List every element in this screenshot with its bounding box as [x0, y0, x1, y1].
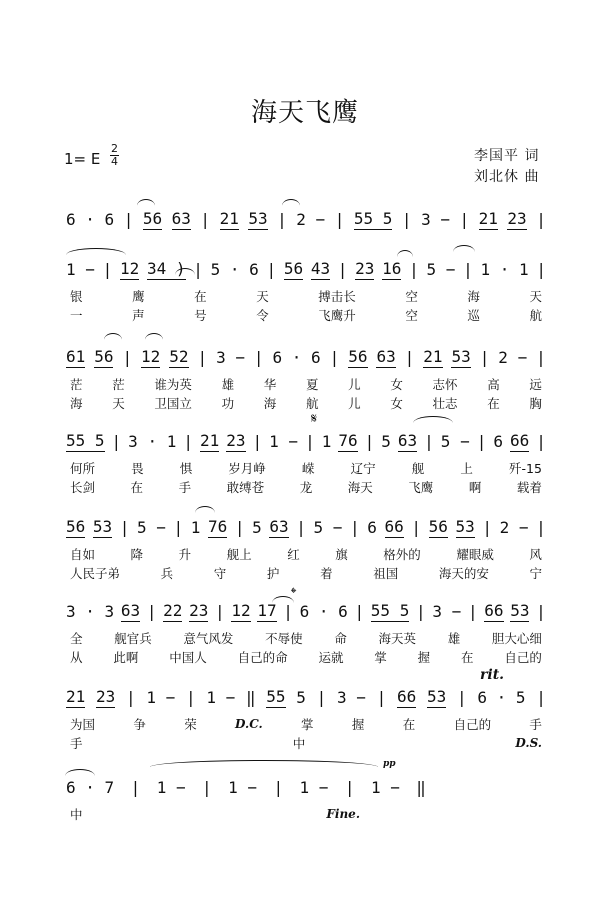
lyric-word: 壮志: [432, 395, 458, 411]
barline: |: [416, 601, 426, 621]
lyric-word: 海: [70, 395, 83, 411]
coda-sign: 𝄌: [291, 584, 297, 602]
barline: |: [119, 517, 130, 537]
barline: |: [316, 687, 327, 707]
note-group: 1 −: [156, 777, 186, 797]
tie-slur: [175, 268, 195, 275]
tie-slur: [397, 250, 413, 257]
lyric-word: 高: [487, 376, 500, 392]
note-group: 3 −: [337, 687, 366, 707]
note-group: 63: [397, 430, 418, 450]
lyric-word: 在: [487, 395, 500, 411]
barline: |: [215, 601, 225, 621]
lyric-word: 长剑: [70, 479, 96, 495]
lyric-word: 中国人: [169, 649, 207, 665]
tie-slur: [150, 760, 378, 767]
tie-slur: [453, 245, 475, 252]
lyric-word: 守: [213, 565, 227, 581]
lyric-word: 天: [112, 395, 125, 411]
pp-mark: pp: [383, 759, 396, 769]
lyric-word: 从: [70, 649, 83, 665]
notation-line: [66, 600, 546, 622]
note-group: 66: [484, 600, 504, 620]
barline: |: [200, 209, 211, 229]
lyric-word: 意气风发: [183, 630, 234, 646]
lyric-word: 飞鹰升: [318, 307, 356, 323]
note-group: 76: [208, 516, 228, 536]
barline: |: [277, 209, 287, 229]
note-group: 56: [283, 258, 304, 278]
lyric-word: 夏: [305, 376, 319, 392]
lyric-word: 手: [529, 716, 542, 732]
barline: |: [467, 601, 478, 621]
notation-line: [66, 516, 546, 538]
note-group: 43: [310, 258, 331, 278]
barline: |: [146, 601, 157, 621]
lyric-word: 护: [266, 565, 280, 581]
barline: |: [376, 687, 387, 707]
barline: |: [102, 259, 113, 279]
lyric-word: 天: [256, 288, 269, 304]
barline: |: [183, 431, 193, 451]
note-group: 3 −: [421, 209, 450, 229]
barline: ‖: [416, 777, 426, 797]
barline: |: [354, 601, 365, 621]
lyric-line: [66, 628, 546, 647]
staff-row: [66, 346, 546, 412]
barline: |: [536, 209, 546, 229]
rit-mark: rit.: [480, 667, 505, 683]
lyric-word: 海天: [347, 479, 373, 495]
notation-line: [66, 208, 546, 230]
lyric-word: 掌: [301, 716, 314, 732]
note-group: 5: [381, 431, 391, 451]
lyric-word: 海天的安: [438, 565, 489, 581]
lyric-word: 飞鹰: [408, 479, 434, 495]
tie-slur: [137, 199, 155, 206]
note-group: 21: [66, 686, 86, 706]
lyric-word: 儿: [348, 376, 361, 392]
lyric-word: 升: [178, 546, 192, 562]
lyric-line: [66, 477, 546, 496]
note-group: 61: [66, 346, 86, 366]
note-group: 22: [163, 600, 183, 620]
composer-credit: 刘北休 曲: [474, 169, 540, 185]
lyric-word: 天: [529, 288, 542, 304]
barline: |: [234, 517, 245, 537]
barline: |: [185, 687, 196, 707]
lyric-word: 胆大心细: [491, 630, 542, 646]
barline: |: [536, 347, 546, 367]
barline: |: [404, 347, 415, 367]
barline: |: [409, 259, 419, 279]
note-group: 23: [226, 430, 246, 450]
note-group: 53: [426, 686, 447, 706]
lyric-word: 宁: [529, 565, 542, 581]
note-group: 55 5: [353, 208, 393, 228]
lyric-word: 不辱使: [265, 630, 303, 646]
key-signature: 1= E: [64, 150, 101, 168]
barline: |: [476, 431, 487, 451]
note-group: 56: [66, 516, 86, 536]
lyric-word: 茫: [70, 376, 83, 392]
barline: |: [364, 431, 375, 451]
note-group: 1: [321, 431, 332, 451]
lyric-word: 一: [70, 307, 83, 323]
lyric-word: 运就: [318, 649, 344, 665]
barline: |: [337, 259, 348, 279]
time-signature: [110, 143, 119, 168]
note-group: 63: [376, 346, 396, 366]
barline: |: [173, 517, 184, 537]
lyric-word: 岁月峥: [228, 460, 266, 476]
note-group: 53: [92, 516, 113, 536]
lyric-word: 航: [529, 307, 542, 323]
note-group: 6 · 7: [66, 777, 115, 797]
lyric-word: 海天英: [378, 630, 417, 646]
lyric-word: 舰上: [226, 546, 252, 562]
note-group: 6 · 6: [299, 601, 348, 621]
lyric-word: 旗: [335, 546, 348, 562]
lyric-word: 辽宁: [350, 460, 376, 476]
note-group: 6 · 5: [477, 687, 526, 707]
note-group: 21: [219, 208, 239, 228]
lyric-line: [66, 563, 546, 582]
note-group: 56: [428, 516, 448, 536]
note-group: 21: [199, 430, 220, 450]
lyric-line: [66, 374, 546, 393]
notation-line: [66, 258, 546, 280]
lyric-word: 在: [130, 479, 144, 495]
note-group: 5 −: [313, 517, 343, 537]
note-group: 52: [169, 346, 189, 366]
note-group: 55: [266, 686, 286, 706]
lyric-word: 自己的: [453, 716, 492, 732]
lyric-word: 何所: [70, 460, 96, 476]
barline: |: [459, 209, 470, 229]
note-group: 1 −: [206, 687, 236, 707]
lyric-word: 空: [405, 288, 418, 304]
lyric-word: 雄: [221, 376, 235, 392]
lyric-word: 上: [460, 460, 473, 476]
lyric-word: 搏击长: [318, 288, 356, 304]
lyric-line: [66, 714, 546, 733]
note-group: 21: [478, 208, 498, 228]
note-group: 2 −: [498, 347, 528, 367]
barline: |: [125, 687, 136, 707]
lyric-word: 卫国立: [154, 395, 192, 411]
barline: |: [305, 431, 315, 451]
lyric-word: 敢缚苍: [226, 479, 265, 495]
staff-row: [66, 258, 546, 324]
lyric-word: 海: [263, 395, 277, 411]
note-group: 56: [142, 208, 163, 228]
time-bottom: 4: [111, 155, 118, 168]
lyric-word: 着: [320, 565, 333, 581]
barline: |: [123, 209, 134, 229]
tie-slur: [65, 769, 95, 776]
note-group: 6 · 6: [66, 209, 115, 229]
lyric-word: 格外的: [383, 546, 421, 562]
note-group: 3 −: [432, 601, 462, 621]
lyric-word: 载着: [516, 479, 542, 495]
barline: |: [424, 431, 434, 451]
time-top: 2: [111, 142, 118, 155]
tie-slur: [272, 596, 294, 603]
barline: ‖: [245, 687, 256, 707]
barline: |: [536, 601, 546, 621]
tie-slur: [282, 199, 300, 206]
note-group: 5 −: [440, 431, 470, 451]
barline: |: [197, 347, 208, 367]
lyric-word: 志怀: [432, 376, 458, 392]
barline: |: [334, 209, 345, 229]
barline: |: [253, 347, 264, 367]
lyric-word: 风: [529, 546, 542, 562]
barline: |: [463, 259, 473, 279]
staff-row: [66, 208, 546, 230]
barline: |: [130, 777, 141, 797]
note-group: 34 ): [146, 258, 186, 278]
barline: |: [479, 347, 490, 367]
lyric-word: 自己的命: [237, 649, 288, 665]
barline: |: [202, 777, 212, 797]
note-group: 23: [189, 600, 209, 620]
lyric-word: 舰官兵: [114, 630, 152, 646]
barline: |: [283, 601, 293, 621]
lyric-word: 手: [178, 479, 192, 495]
lyricist-credit: 李国平 词: [474, 148, 540, 164]
note-group: 66: [509, 430, 530, 450]
lyric-line: [66, 286, 546, 305]
note-group: 3 · 1: [128, 431, 177, 451]
note-group: 53: [451, 346, 471, 366]
staff-row: [66, 686, 546, 752]
lyric-word: 华: [263, 376, 277, 392]
barline: |: [329, 347, 340, 367]
note-group: 66: [384, 516, 404, 536]
lyric-word: 兵: [160, 565, 174, 581]
lyric-line: [66, 733, 546, 752]
barline: |: [536, 687, 546, 707]
note-group: 66: [396, 686, 417, 706]
staff-row: [66, 430, 546, 496]
note-group: 1 −: [146, 687, 176, 707]
barline: |: [296, 517, 306, 537]
note-group: 6: [493, 431, 503, 451]
note-group: 3 −: [216, 347, 245, 367]
barline: |: [344, 777, 355, 797]
tie-slur: [413, 416, 453, 423]
lyric-word: 鹰: [132, 288, 145, 304]
lyric-word: 谁为英: [154, 376, 192, 392]
lyric-word: 啊: [468, 479, 482, 495]
note-group: 12: [231, 600, 251, 620]
lyric-word: 声: [132, 307, 145, 323]
note-group: 63: [171, 208, 191, 228]
note-group: 21: [423, 346, 443, 366]
lyric-word: 降: [130, 546, 144, 562]
barline: |: [122, 347, 133, 367]
lyric-word: 在: [402, 716, 416, 732]
note-group: 1 −: [299, 777, 329, 797]
note-group: 17: [257, 600, 277, 620]
note-group: 56: [348, 346, 368, 366]
lyric-word: 握: [417, 649, 431, 665]
lyric-word: 女: [390, 376, 403, 392]
note-group: 55 5: [370, 600, 410, 620]
note-group: 1 −: [228, 777, 258, 797]
lyric-line: [66, 393, 546, 412]
barline: |: [193, 259, 203, 279]
notation-line: [66, 686, 546, 708]
note-group: 23: [507, 208, 527, 228]
song-title: 海天飞鹰: [250, 98, 359, 128]
note-group: 23: [355, 258, 375, 278]
barline: |: [111, 431, 122, 451]
tie-slur: [145, 333, 163, 340]
note-group: 12: [141, 346, 161, 366]
lyric-word: 航: [305, 395, 319, 411]
tie-slur: [195, 506, 215, 513]
lyric-word: 嵘: [302, 460, 315, 476]
note-group: 53: [510, 600, 530, 620]
notation-line: [66, 346, 546, 368]
staff-row: [66, 516, 546, 582]
barline: |: [536, 517, 546, 537]
barline: |: [411, 517, 422, 537]
note-group: 6: [367, 517, 377, 537]
lyric-word: 惧: [179, 460, 193, 476]
note-group: 53: [455, 516, 475, 536]
barline: |: [273, 777, 284, 797]
lyric-word: 中: [292, 735, 306, 751]
lyric-word: 远: [529, 376, 542, 392]
lyric-word: 龙: [299, 479, 313, 495]
note-group: 1 −: [269, 431, 299, 451]
performance-mark: Fine.: [326, 806, 360, 821]
lyric-word: 全: [70, 630, 83, 646]
note-group: 2 −: [499, 517, 529, 537]
lyric-word: 令: [256, 307, 269, 323]
lyric-line: [66, 305, 546, 324]
lyric-word: 为国: [70, 716, 96, 732]
barline: |: [350, 517, 360, 537]
notation-line: [66, 430, 546, 452]
segno-sign: 𝄋: [311, 411, 318, 427]
staff-row: [66, 776, 546, 823]
lyric-line: [66, 458, 546, 477]
lyric-word: 茫: [112, 376, 125, 392]
note-group: 12: [119, 258, 140, 278]
note-group: 16: [382, 258, 402, 278]
barline: |: [252, 431, 263, 451]
note-group: 2 −: [296, 209, 326, 229]
note-group: 5 −: [137, 517, 166, 537]
lyric-line: [66, 544, 546, 563]
lyric-word: 红: [287, 546, 300, 562]
lyric-word: 舰: [411, 460, 425, 476]
lyric-word: 雄: [447, 630, 461, 646]
lyric-word: 在: [194, 288, 207, 304]
lyric-word: 银: [70, 288, 83, 304]
note-group: 63: [120, 600, 141, 620]
note-group: 1 −: [370, 777, 400, 797]
staff-row: [66, 600, 546, 666]
barline: |: [456, 687, 467, 707]
lyric-word: 儿: [348, 395, 361, 411]
note-group: 5: [252, 517, 262, 537]
lyric-word: 在: [461, 649, 474, 665]
lyric-word: 握: [351, 716, 365, 732]
barline: |: [266, 259, 277, 279]
barline: |: [482, 517, 493, 537]
lyric-word: 功: [221, 395, 235, 411]
lyric-word: 此啊: [113, 649, 139, 665]
lyric-word: 空: [405, 307, 418, 323]
barline: |: [536, 431, 546, 451]
note-group: 6 · 6: [272, 347, 321, 367]
note-group: 3 · 3: [66, 601, 115, 621]
tie-slur: [66, 248, 126, 255]
barline: |: [401, 209, 412, 229]
note-group: 56: [94, 346, 114, 366]
note-group: 76: [338, 430, 358, 450]
lyric-word: 自如: [70, 546, 96, 562]
note-group: 5 −: [426, 259, 456, 279]
note-group: 5: [296, 687, 306, 707]
note-group: 23: [95, 686, 116, 706]
lyric-word: 歼-15: [509, 460, 542, 476]
note-group: 53: [248, 208, 268, 228]
note-group: 1 −: [66, 259, 95, 279]
lyric-word: 巡: [467, 307, 480, 323]
lyric-word: 自己的: [504, 649, 542, 665]
note-group: 55 5: [66, 430, 105, 450]
lyric-word: 人民子弟: [70, 565, 121, 581]
notation-line: [66, 776, 426, 798]
lyric-word: 手: [70, 735, 83, 751]
note-group: 1 · 1: [480, 259, 529, 279]
lyric-word: 掌: [374, 649, 387, 665]
note-group: 5 · 6: [210, 259, 259, 279]
lyric-word: 争: [133, 716, 146, 732]
lyric-word: 畏: [131, 460, 144, 476]
lyric-word: 祖国: [373, 565, 399, 581]
lyric-line: [66, 804, 364, 823]
tie-slur: [104, 333, 122, 340]
lyric-word: 胸: [529, 395, 542, 411]
lyric-word: 海: [467, 288, 480, 304]
lyric-word: 中: [70, 806, 83, 822]
performance-mark: D.S.: [515, 735, 542, 750]
lyric-word: 号: [194, 307, 207, 323]
note-group: 63: [269, 516, 289, 536]
lyric-line: [66, 647, 546, 666]
lyric-word: 女: [390, 395, 403, 411]
note-group: 1: [190, 517, 201, 537]
performance-mark: D.C.: [235, 716, 263, 731]
lyric-word: 耀眼威: [456, 546, 494, 562]
lyric-word: 荣: [184, 716, 197, 732]
lyric-word: 命: [334, 630, 347, 646]
barline: |: [536, 259, 546, 279]
